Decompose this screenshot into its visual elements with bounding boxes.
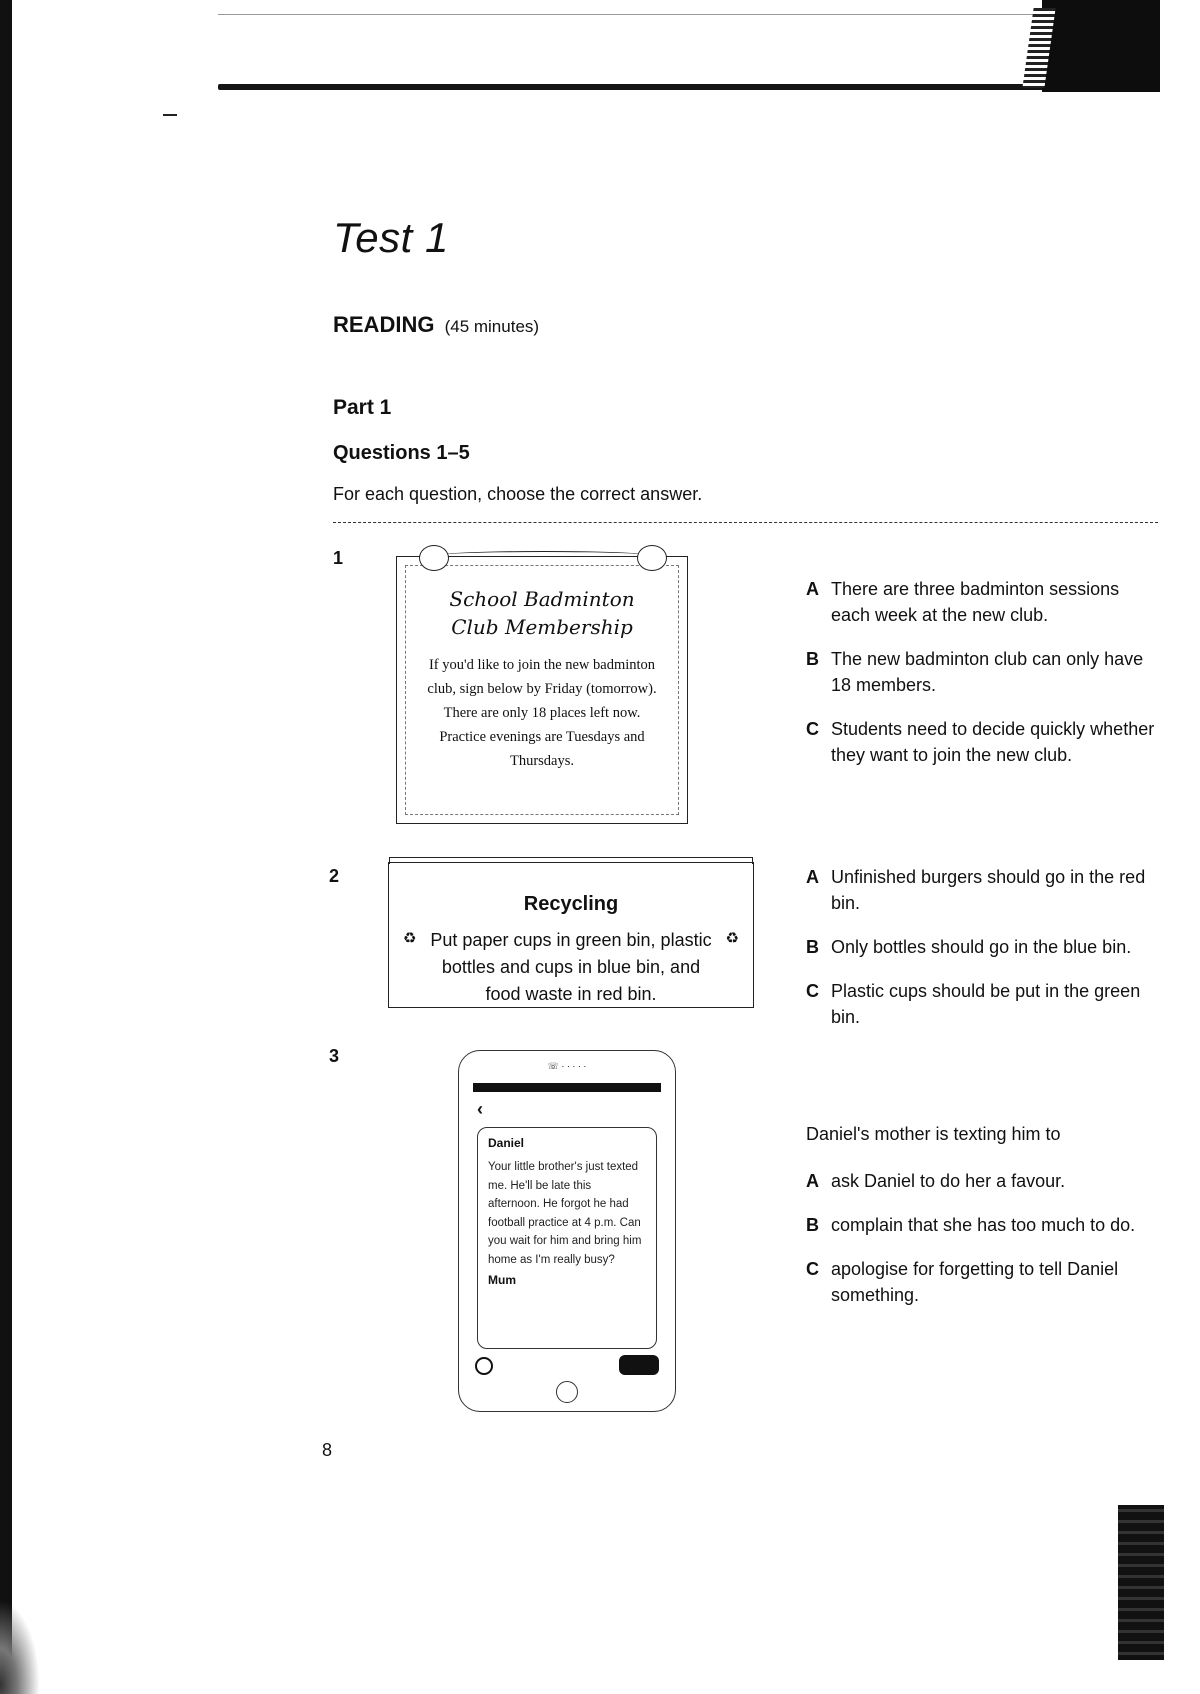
option-text: Only bottles should go in the blue bin. xyxy=(831,937,1132,957)
badminton-notice xyxy=(396,556,688,824)
answer-option[interactable] xyxy=(806,716,1162,768)
section-divider xyxy=(333,522,1158,523)
scan-corner-bottom-left xyxy=(0,1600,40,1694)
notice-title xyxy=(417,585,667,641)
margin-mark xyxy=(163,114,177,116)
notice-title-line: Club Membership xyxy=(451,615,633,639)
text-message-bubble xyxy=(477,1127,657,1349)
answer-option[interactable] xyxy=(806,1168,1162,1194)
option-text: Unfinished burgers should go in the red bin. xyxy=(831,867,1146,913)
notice-title-line: School Badminton xyxy=(449,587,635,611)
recycle-icon: ♻ xyxy=(725,930,739,947)
option-text: apologise for forgetting to tell Daniel something. xyxy=(831,1259,1119,1305)
pin-icon xyxy=(637,545,667,571)
scan-corner-bottom-right xyxy=(1118,1505,1164,1660)
section-duration: (45 minutes) xyxy=(444,317,540,336)
option-text: There are three badminton sessions each week at the new club. xyxy=(831,579,1120,625)
answer-option[interactable] xyxy=(806,576,1162,628)
section-heading xyxy=(333,312,539,338)
notice-body: If you'd like to join the new badminton club, sign below by Friday (tomorrow). There are only 18 places left now. Practice evenings are Tuesdays and Thursdays. xyxy=(427,657,657,769)
option-letter: A xyxy=(806,867,819,887)
question-number: 2 xyxy=(329,866,340,886)
message-signature: Mum xyxy=(488,1273,516,1287)
phone-status-bar xyxy=(473,1083,661,1092)
scan-edge-shadow xyxy=(0,0,12,1694)
answer-option[interactable] xyxy=(806,646,1162,698)
recycle-icon: ♻ xyxy=(403,930,417,947)
option-letter: B xyxy=(806,1215,819,1235)
scan-top-line xyxy=(218,14,1058,15)
answer-option[interactable] xyxy=(806,864,1162,916)
option-text: complain that she has too much to do. xyxy=(831,1215,1136,1235)
notice-title: Recycling xyxy=(523,893,619,915)
answer-option[interactable] xyxy=(806,1256,1162,1308)
instruction: For each question, choose the correct answer. xyxy=(333,484,703,504)
notice-body: Put paper cups in green bin, plastic bottles and cups in blue bin, and food waste in red bin. xyxy=(430,930,712,1004)
message-text: Your little brother's just texted me. He'll be late this afternoon. He forgot he had football practice at 4 p.m. Can you wait for him and bring him home as I'm really busy? xyxy=(488,1161,642,1266)
pin-icon xyxy=(419,545,449,571)
option-letter: C xyxy=(806,981,819,1001)
header-rule xyxy=(218,84,1073,90)
option-letter: C xyxy=(806,1259,819,1279)
section-name: READING xyxy=(333,312,435,337)
option-letter: A xyxy=(806,579,819,599)
answer-option[interactable] xyxy=(806,934,1162,960)
answer-option[interactable] xyxy=(806,1212,1162,1238)
option-letter: A xyxy=(806,1171,819,1191)
scan-corner-top-right xyxy=(1042,0,1160,92)
option-text: The new badminton club can only have 18 members. xyxy=(831,649,1144,695)
test-title: Test 1 xyxy=(333,214,449,261)
send-button-icon xyxy=(619,1355,659,1375)
page-number: 8 xyxy=(322,1440,333,1460)
option-letter: B xyxy=(806,937,819,957)
notice-curl xyxy=(433,551,655,561)
option-text: Plastic cups should be put in the green bin. xyxy=(831,981,1141,1027)
phone-contact-bar: ☏ · · · · · xyxy=(547,1061,587,1071)
message-sender: Daniel xyxy=(488,1136,525,1150)
option-letter: C xyxy=(806,719,819,739)
answer-option[interactable] xyxy=(806,978,1162,1030)
option-text: ask Daniel to do her a favour. xyxy=(831,1171,1066,1191)
recycling-notice xyxy=(388,862,754,1008)
home-button-icon xyxy=(556,1381,578,1403)
question-number: 1 xyxy=(333,548,344,568)
questions-range: Questions 1–5 xyxy=(333,442,470,464)
question-stem: Daniel's mother is texting him to xyxy=(806,1124,1061,1144)
option-letter: B xyxy=(806,649,819,669)
phone-illustration xyxy=(458,1050,676,1412)
question-number: 3 xyxy=(329,1046,340,1066)
back-chevron-icon: ‹ xyxy=(477,1099,483,1119)
part-title: Part 1 xyxy=(333,396,392,419)
emoji-icon xyxy=(475,1357,493,1375)
option-text: Students need to decide quickly whether they want to join the new club. xyxy=(831,719,1155,765)
